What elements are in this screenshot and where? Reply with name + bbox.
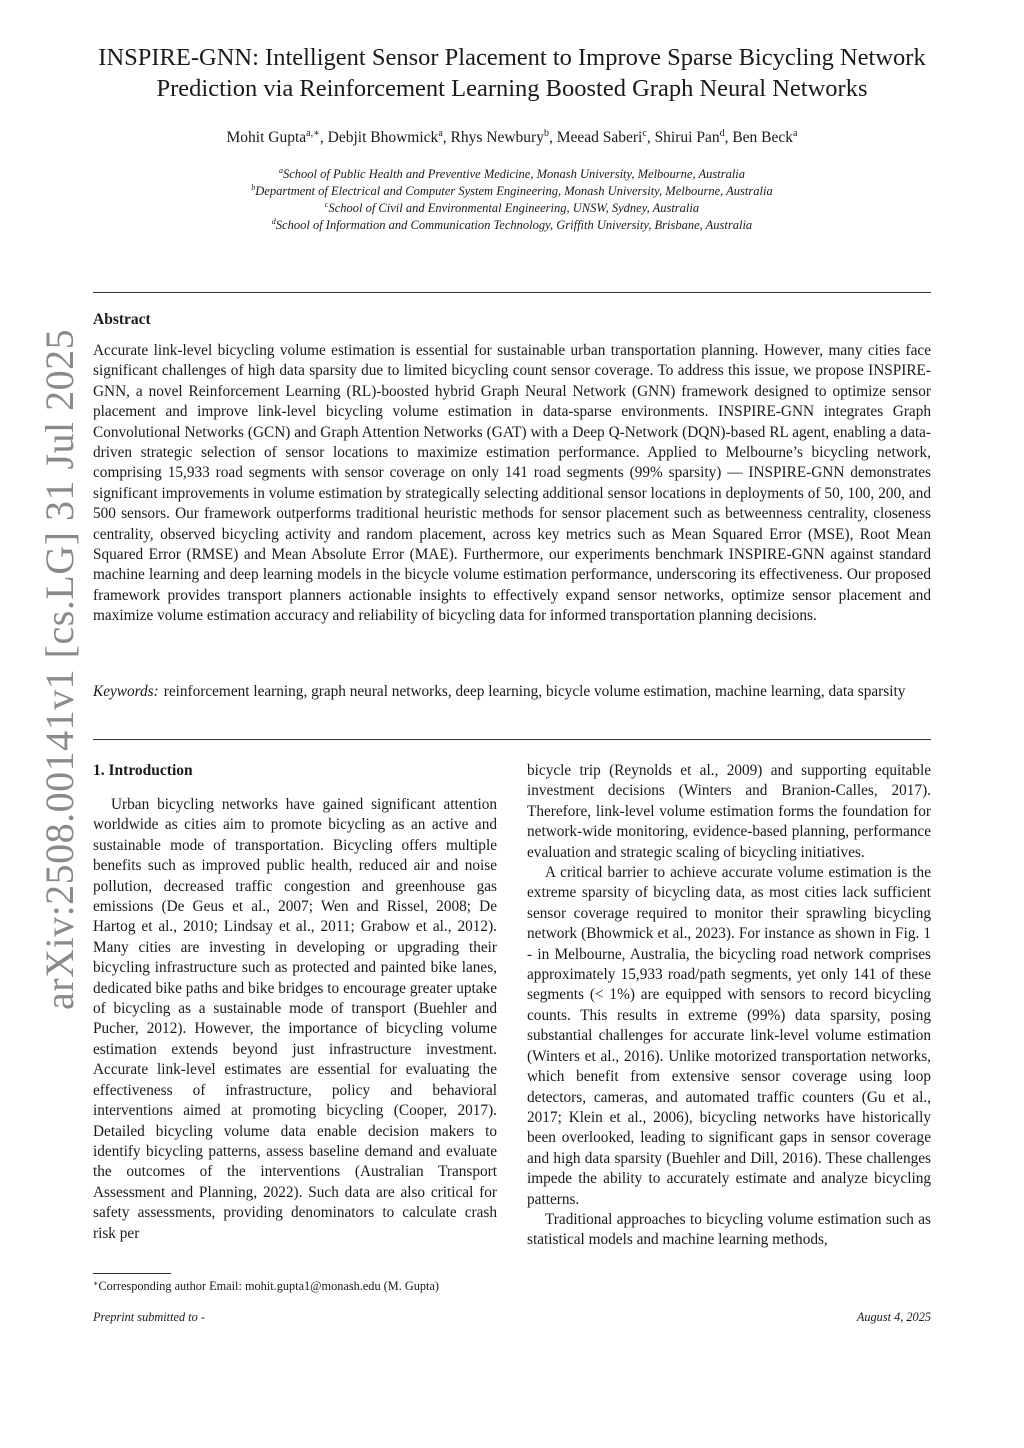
affiliation: $^d$School of Information and Communication Technology, Griffith University, Brisbane, Australia (271, 217, 753, 232)
paragraph: Traditional approaches to bicycling volume estimation such as statistical models and machine learning methods, (527, 1210, 931, 1249)
author-name: Debjit Bhowmick (327, 129, 439, 146)
right-column (527, 761, 931, 1251)
keywords (93, 682, 931, 702)
keywords-text: reinforcement learning, graph neural networks, deep learning, bicycle volume estimation, machine learning, data sparsity (163, 683, 906, 700)
author-affil-sup: d (719, 128, 725, 139)
footnote-marker: ∗ (93, 1279, 99, 1288)
author-name: Ben Beck (732, 129, 794, 146)
title-line-1: INSPIRE-GNN: Intelligent Sensor Placement to Improve Sparse Bicycling Network (98, 44, 926, 71)
abstract-bottom-rule (93, 739, 931, 740)
abstract-top-rule (93, 292, 931, 293)
affiliation: $^c$School of Civil and Environmental Engineering, UNSW, Sydney, Australia (324, 200, 700, 215)
left-column (93, 795, 497, 1244)
paragraph: Urban bicycling networks have gained significant attention worldwide as cities aim to promote bicycling as an active and sustainable mode of transportation. Bicycling offers multiple benefits such as improved public health, reduced air and noise pollution, decreased traffic congestion and greenhouse gas emissions (De Geus et al., 2007; Wen and Rissel, 2008; De Hartog et al., 2010; Lindsay et al., 2011; Grabow et al., 2012). Many cities are investing in developing or upgrading their bicycling infrastructure such as protected and painted bike lanes, dedicated bike paths and bike bridges to encourage greater uptake of bicycling as a sustainable mode of transport (Buehler and Pucher, 2012). However, the importance of bicycling volume estimation extends beyond just infrastructure investment. Accurate link-level estimates are essential for evaluating the effectiveness of infrastructure, policy and behavioral interventions aimed at promoting bicycling (Cooper, 2017). Detailed bicycling volume data enable decision makers to identify bicycling patterns, assess baseline demand and evaluate the outcomes of the interventions (Australian Transport Assessment and Planning, 2022). Such data are also critical for safety assessments, providing denominators to calculate crash risk per (93, 796, 497, 1242)
affiliation-list (60, 166, 964, 234)
title-line-2: Prediction via Reinforcement Learning Boosted Graph Neural Networks (156, 75, 868, 102)
abstract-text: Accurate link-level bicycling volume estimation is essential for sustainable urban transportation planning. However, many cities face significant challenges of high data sparsity due to limited bicycling count sensor coverage. To address this issue, we propose INSPIRE-GNN, a novel Reinforcement Learning (RL)-boosted hybrid Graph Neural Network (GNN) framework designed to optimize sensor placement and improve link-level bicycling volume estimation in data-sparse environments. INSPIRE-GNN integrates Graph Convolutional Networks (GCN) and Graph Attention Networks (GAT) with a Deep Q-Network (DQN)-based RL agent, enabling a data-driven strategic selection of sensor locations to maximize estimation performance. Applied to Melbourne’s bicycling network, comprising 15,933 road segments with sensor coverage on only 141 road segments (99% sparsity) — INSPIRE-GNN demonstrates significant improvements in volume estimation by strategically selecting additional sensor locations in deployments of 50, 100, 200, and 500 sensors. Our framework outperforms traditional heuristic methods for sensor placement such as betweenness centrality, closeness centrality, observed bicycling activity and random placement, across key metrics such as Mean Squared Error (MSE), Root Mean Squared Error (RMSE) and Mean Absolute Error (MAE). Furthermore, our experiments benchmark INSPIRE-GNN against standard machine learning and deep learning models in the bicycle volume estimation performance, underscoring its effectiveness. Our proposed framework provides transport planners actionable insights to effectively expand sensor networks, optimize sensor placement and maximize volume estimation accuracy and reliability of bicycling data for informed transportation planning decisions. (93, 342, 931, 625)
author-affil-sup: a,∗ (306, 128, 320, 139)
footnote-text: Corresponding author Email: mohit.gupta1@monash.edu (M. Gupta) (98, 1279, 439, 1293)
footer-date: August 4, 2025 (856, 1310, 931, 1324)
author-name: Mohit Gupta (226, 129, 307, 146)
author-affil-sup: a (438, 128, 443, 139)
author-name: Shirui Pan (654, 129, 720, 146)
paper-title (60, 42, 964, 104)
author-affil-sup: a (793, 128, 798, 139)
footnote (93, 1279, 513, 1294)
affiliation: $^a$School of Public Health and Preventive Medicine, Monash University, Melbourne, Australia (278, 166, 746, 181)
abstract-heading: Abstract (93, 311, 151, 328)
footnote-rule (93, 1273, 171, 1274)
author-affil-sup: c (642, 128, 647, 139)
keywords-label: Keywords: (93, 683, 159, 700)
footer-preprint-note: Preprint submitted to - (93, 1310, 205, 1324)
arxiv-identifier-stamp: arXiv:2508.00141v1 [cs.LG] 31 Jul 2025 (37, 328, 82, 1010)
author-list: Mohit Gupta$^{a,∗}$, Debjit Bhowmick$^a$, Rhys Newbury$^b$, Meead Saberi$^c$, Shirui Pan$^d$, Ben Beck$^a$ (226, 128, 798, 146)
section-heading-introduction: 1. Introduction (93, 762, 193, 779)
author-name: Meead Saberi (556, 129, 643, 146)
affiliation: $^b$Department of Electrical and Computer System Engineering, Monash University, Melbourne, Australia (251, 183, 773, 198)
author-name: Rhys Newbury (450, 129, 544, 146)
paragraph: bicycle trip (Reynolds et al., 2009) and supporting equitable investment decisions (Winters and Branion-Calles, 2017). Therefore, link-level volume estimation forms the foundation for network-wide monitoring, evidence-based planning, performance evaluation and strategic scaling of bicycling initiatives. (527, 762, 931, 861)
paragraph: A critical barrier to achieve accurate volume estimation is the extreme sparsity of bicycling data, as most cities lack sufficient sensor coverage required to monitor their sprawling bicycling network (Bhowmick et al., 2023). For instance as shown in Fig. 1 - in Melbourne, Australia, the bicycling road network comprises approximately 15,933 road/path segments, yet only 141 of these segments (< 1%) are equipped with sensors to record bicycling counts. This results in extreme (99%) data sparsity, posing substantial challenges for accurate link-level volume estimation (Winters et al., 2016). Unlike motorized transportation networks, which benefit from extensive sensor coverage using loop detectors, cameras, and automated traffic counters (Gu et al., 2017; Klein et al., 2006), bicycling networks have historically been overlooked, leading to significant gaps in sensor coverage and high data sparsity (Buehler and Dill, 2016). These challenges impede the ability to accurately estimate and analyze bicycling patterns. (527, 864, 931, 1208)
author-affil-sup: b (543, 128, 549, 139)
